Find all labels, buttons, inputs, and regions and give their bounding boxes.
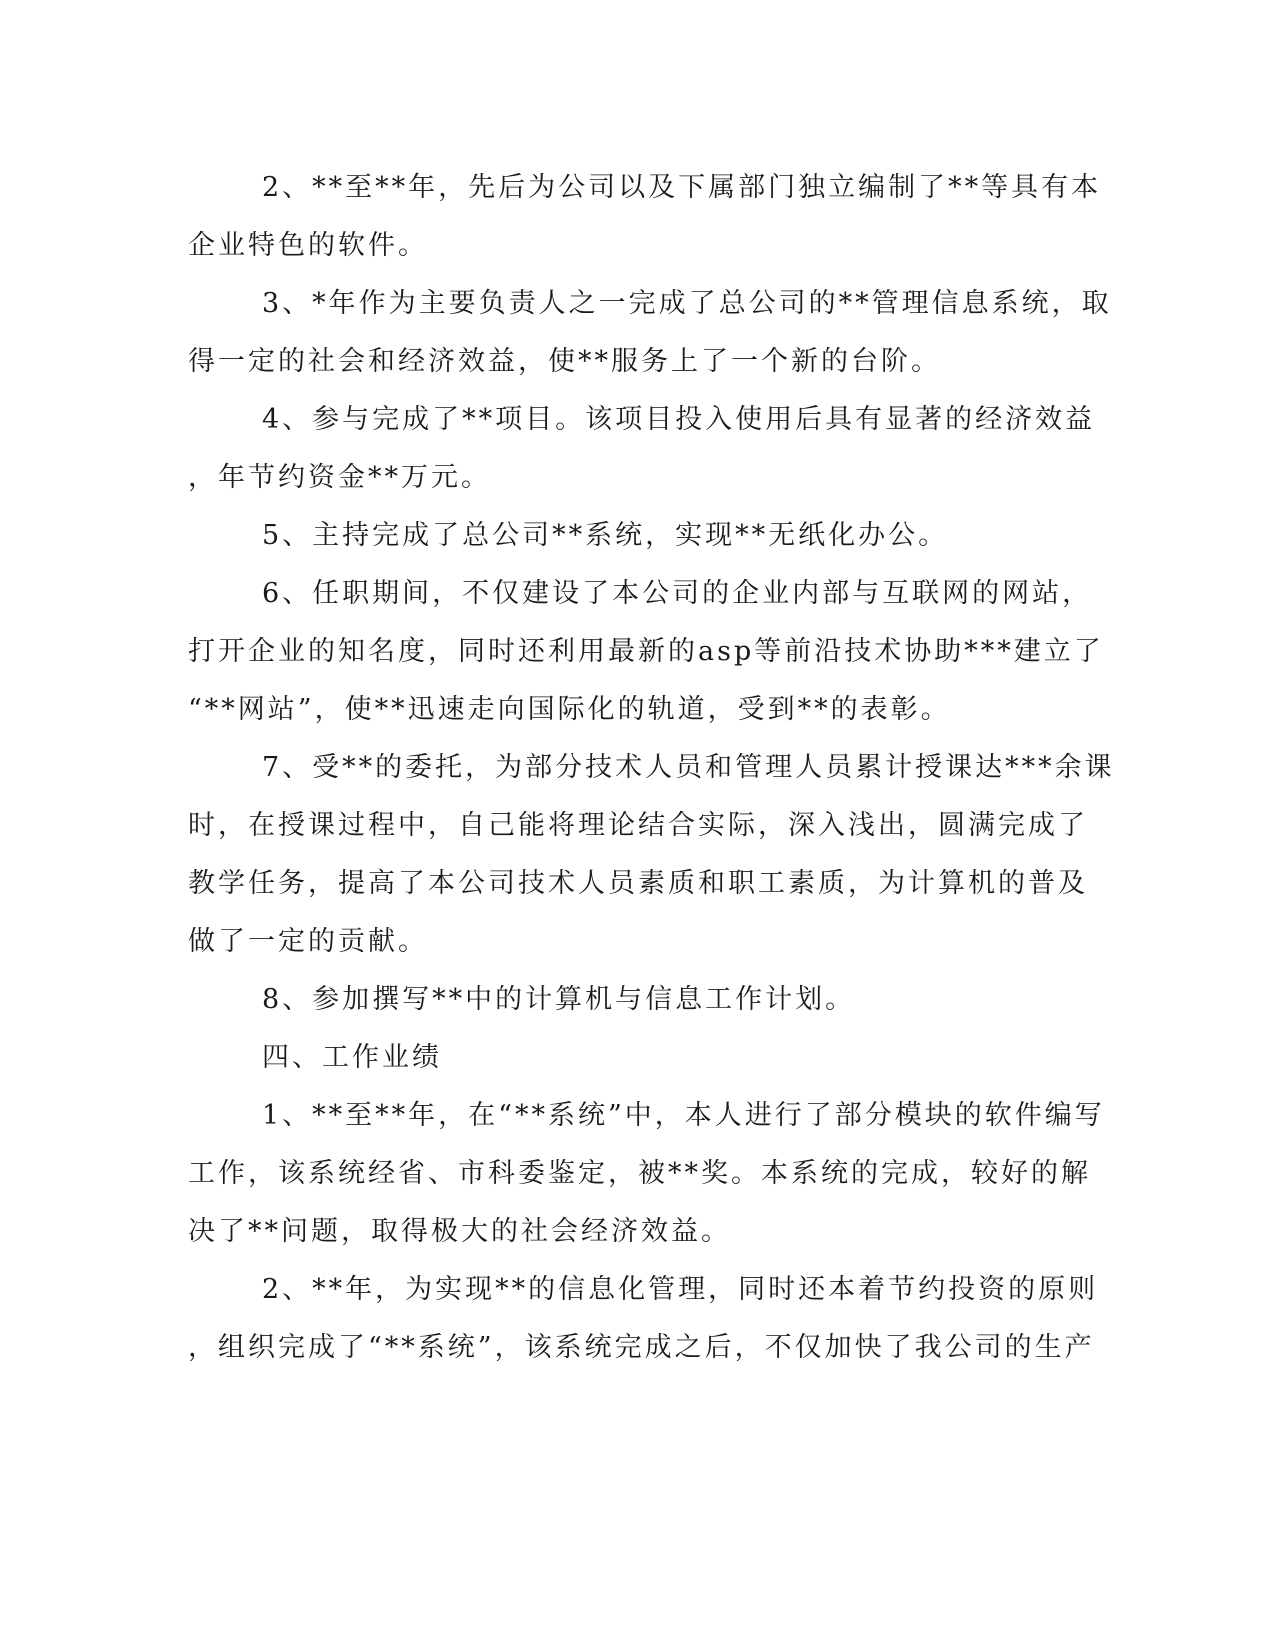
text-line: 2、**年，为实现**的信息化管理，同时还本着节约投资的原则: [262, 1274, 1099, 1305]
text-line: 3、*年作为主要负责人之一完成了总公司的**管理信息系统，取: [262, 288, 1112, 319]
text-line: 6、任职期间，不仅建设了本公司的企业内部与互联网的网站，: [262, 578, 1093, 609]
text-line: 8、参加撰写**中的计算机与信息工作计划。: [262, 984, 856, 1015]
text-line: 教学任务，提高了本公司技术人员素质和职工素质，为计算机的普及: [188, 868, 1088, 899]
text-line: 打开企业的知名度，同时还利用最新的asp等前沿技术协助***建立了: [188, 636, 1104, 667]
text-line: ，年节约资金**万元。: [188, 462, 491, 493]
section-heading: 四、工作业绩: [262, 1042, 442, 1073]
text-line: 2、**至**年，先后为公司以及下属部门独立编制了**等具有本: [262, 172, 1102, 203]
text-line: 决了**问题，取得极大的社会经济效益。: [188, 1216, 731, 1247]
text-line: 7、受**的委托，为部分技术人员和管理人员累计授课达***余课: [262, 752, 1115, 783]
text-line: ，组织完成了“**系统”，该系统完成之后，不仅加快了我公司的生产: [188, 1332, 1095, 1363]
text-line: 得一定的社会和经济效益，使**服务上了一个新的台阶。: [188, 346, 941, 377]
text-line: “**网站”，使**迅速走向国际化的轨道，受到**的表彰。: [188, 694, 951, 725]
text-line: 企业特色的软件。: [188, 230, 428, 261]
text-line: 时，在授课过程中，自己能将理论结合实际，深入浅出，圆满完成了: [188, 810, 1088, 841]
text-line: 4、参与完成了**项目。该项目投入使用后具有显著的经济效益: [262, 404, 1096, 435]
text-line: 1、**至**年，在“**系统”中，本人进行了部分模块的软件编写: [262, 1100, 1105, 1131]
text-line: 5、主持完成了总公司**系统，实现**无纸化办公。: [262, 520, 949, 551]
text-line: 做了一定的贡献。: [188, 926, 428, 957]
text-line: 工作，该系统经省、市科委鉴定，被**奖。本系统的完成，较好的解: [188, 1158, 1091, 1189]
